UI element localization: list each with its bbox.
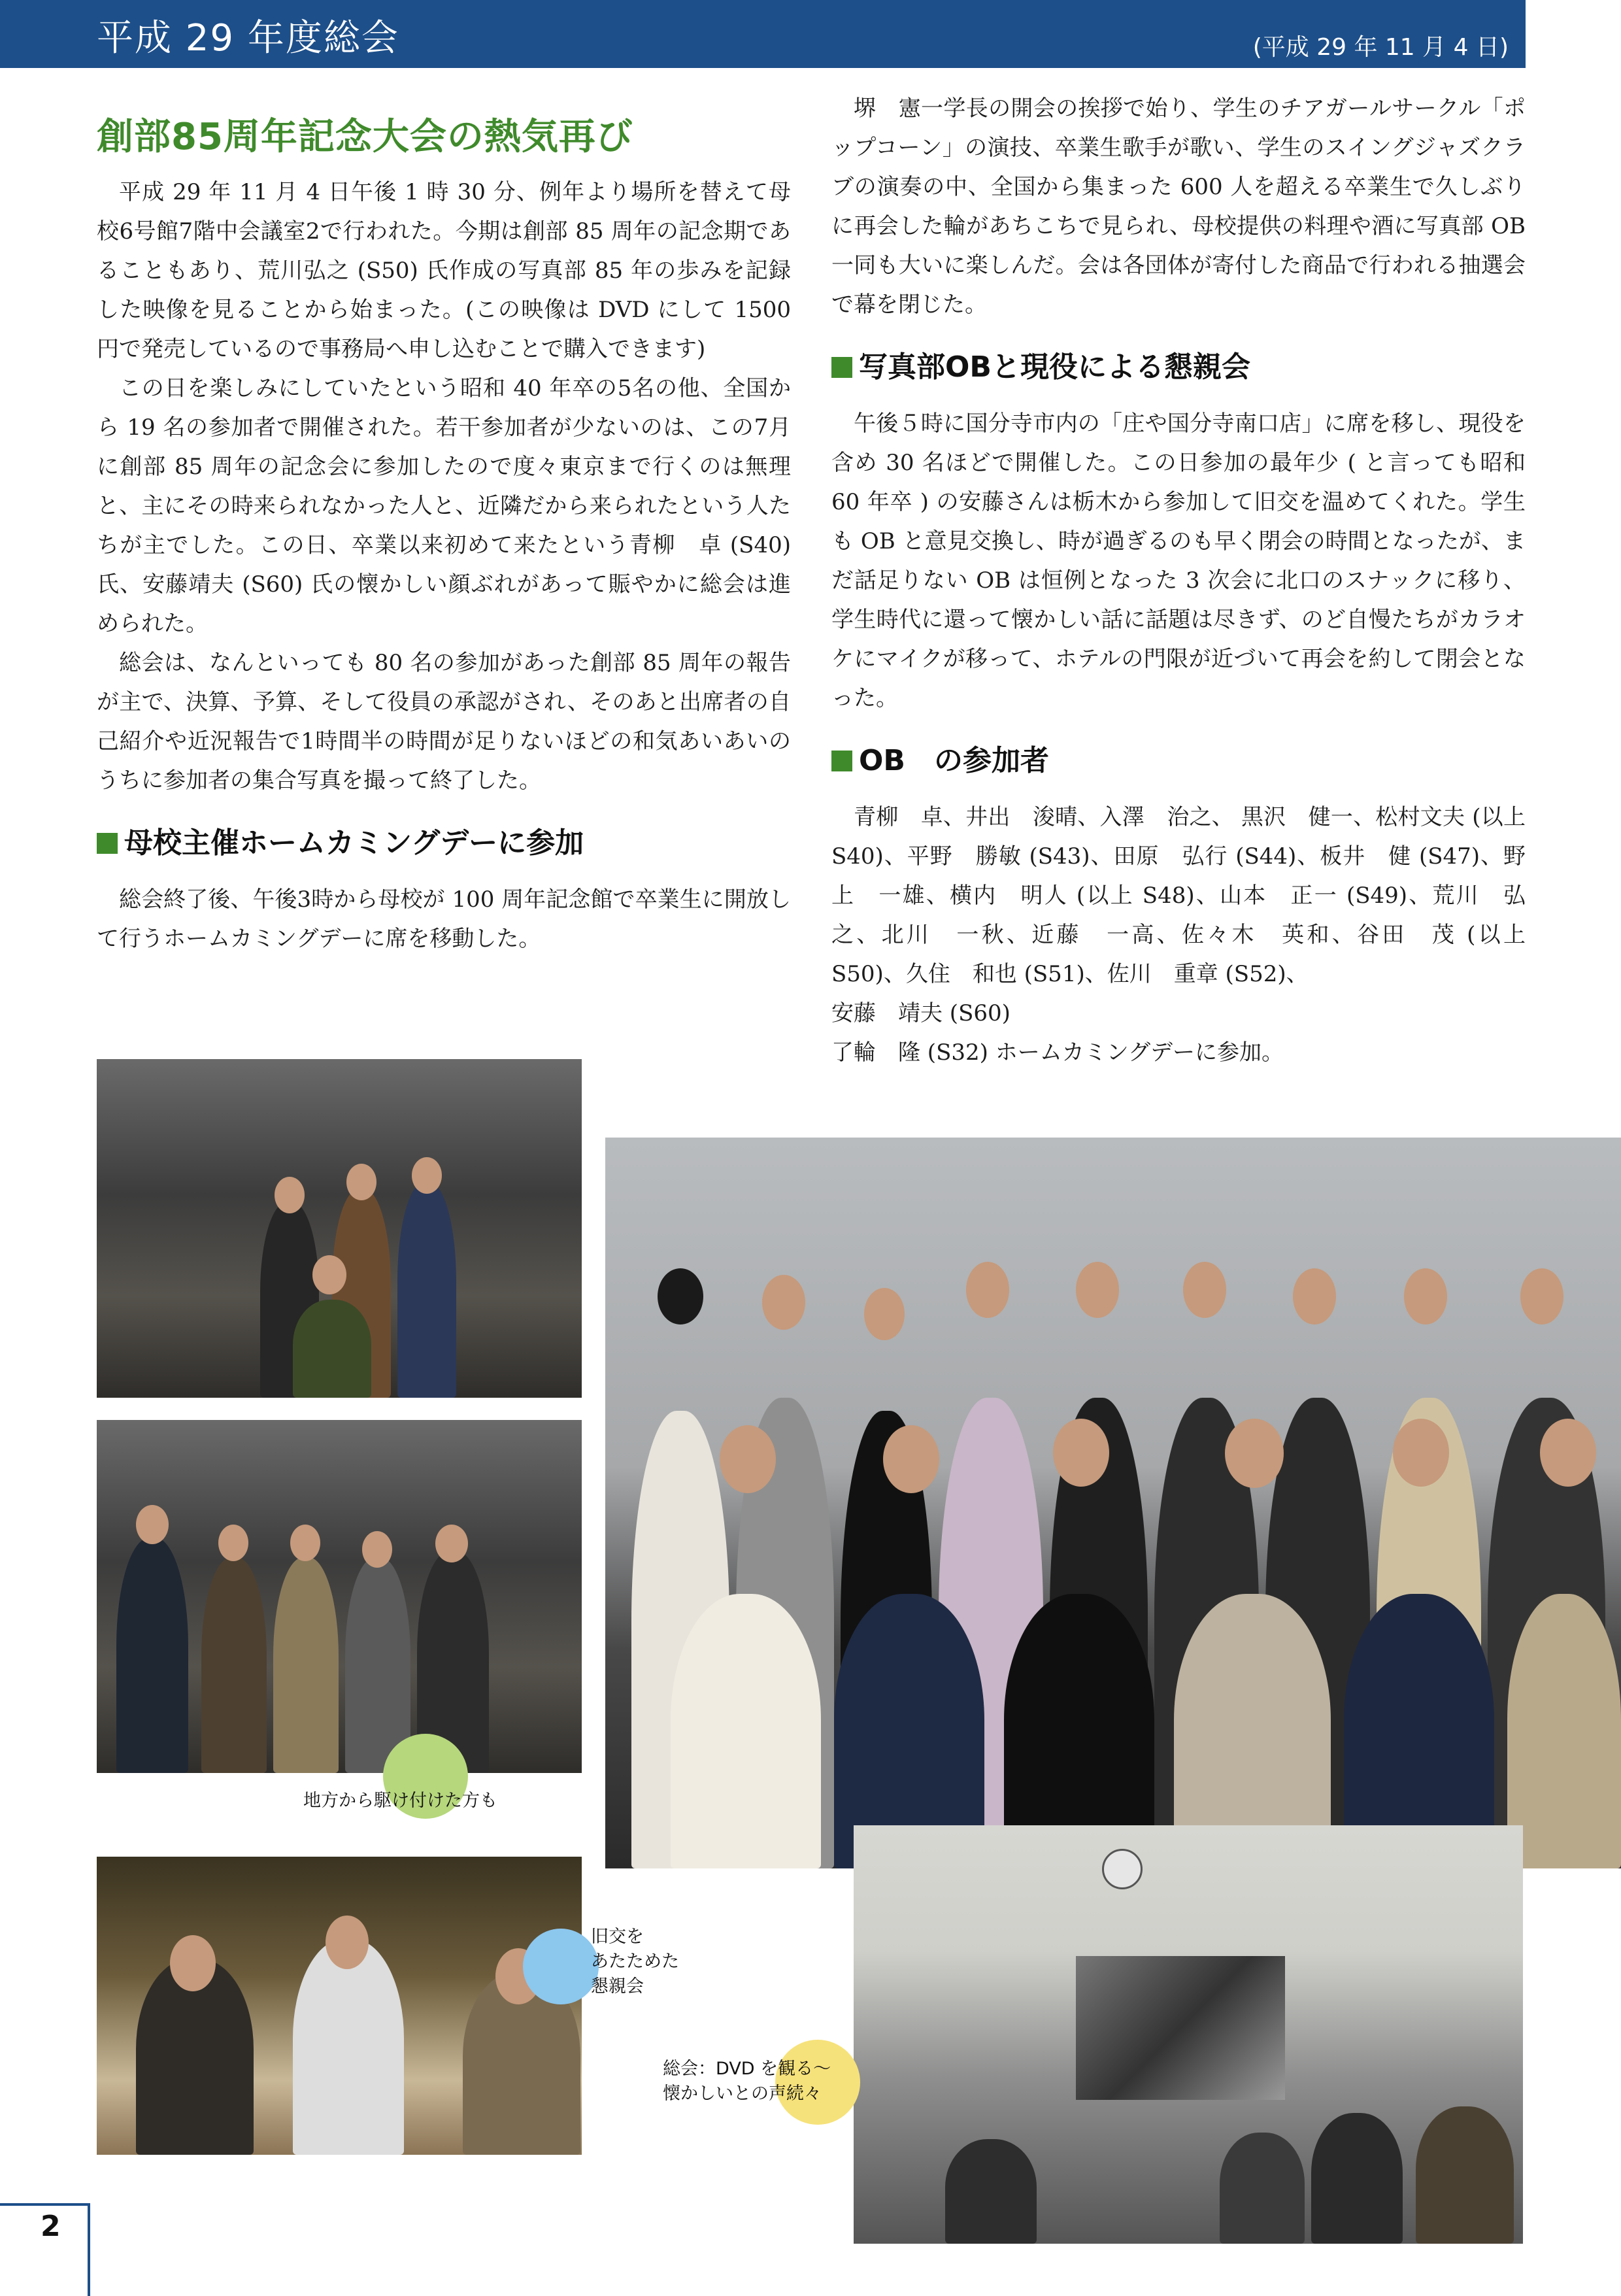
photo-homecoming-2 (97, 1420, 582, 1773)
photo-homecoming-1 (97, 1059, 582, 1398)
paragraph: 総会は、なんといっても 80 名の参加があった創部 85 周年の報告が主で、決算、予算、そして役員の承認がされ、そのあと出席者の自己紹介や近況報告で1時間半の時間が足りないほどの和気あいあいのうちに参加者の集合写真を撮って終了した。 (97, 650, 791, 794)
header-title: 平成 29 年度総会 (97, 17, 399, 59)
paragraph: 総会終了後、午後3時から母校が 100 周年記念館で卒業生に開放して行うホームカミングデーに席を移動した。 (97, 886, 791, 952)
heading-square-icon (831, 357, 852, 378)
photo-dvd-screening (854, 1825, 1523, 2244)
paragraph: 午後５時に国分寺市内の「庄や国分寺南口店」に席を移し、現役を含め 30 名ほどで開催した。この日参加の最年少 ( と言っても昭和 60 年卒 ) の安藤さんは栃木から参加して旧交を温めてくれた。学生も OB と意見交換し、時が過ぎるのも早く閉会の時間となったが、まだ話足りない OB は恒例となった 3 次会に北口のスナックに移り、学生時代に還って懐かしい話に話題は尽きず、のど自慢たちがカラオケにマイクが移って、ホテルの門限が近づいて再会を約して閉会となった。 (831, 411, 1526, 711)
right-column (831, 89, 1526, 1072)
caption-homecoming: 地方から駆け付けた方も (303, 1791, 497, 1811)
paragraph: この日を楽しみにしていたという昭和 40 年卒の5名の他、全国から 19 名の参加者で開催された。若干参加者が少ないのは、この7月に創部 85 周年の記念会に参加したので度々東京まで行くのは無理と、主にその時来られなかった人と、近隣だから来られたという人たちが主でした。この日、卒業以来初めて来たという青柳 卓 (S40) 氏、安藤靖夫 (S60) 氏の懐かしい顔ぶれがあって賑やかに総会は進められた。 (97, 375, 791, 637)
page-number: 2 (41, 2210, 61, 2243)
section-heading-text: 写真部OBと現役による懇親会 (859, 350, 1250, 384)
section-heading-text: OB の参加者 (859, 744, 1049, 777)
caption-party: 旧交を あたためた 懇親会 (591, 1927, 679, 1997)
paragraph: 堺 憲一学長の開会の挨拶で始り、学生のチアガールサークル「ポップコーン」の演技、卒業生歌手が歌い、学生のスイングジャズクラブの演奏の中、全国から集まった 600 人を超える卒業生で久しぶりに再会した輪があちこちで見られ、母校提供の料理や酒に写真部 OB 一同も大いに楽しんだ。会は各団体が寄付した商品で行われる抽選会で幕を閉じた。 (831, 95, 1526, 318)
caption-marker-blue (523, 1929, 599, 2004)
paragraph: 平成 29 年 11 月 4 日午後 1 時 30 分、例年より場所を替えて母校6号館7階中会議室2で行われた。今期は創部 85 周年の記念期であることもあり、荒川弘之 (S50) 氏作成の写真部 85 年の歩みを記録した映像を見ることから始まった。(この映像は DVD にして 1500 円で発売しているので事務局へ申し込むことで購入できます) (97, 179, 791, 362)
left-column (97, 111, 791, 958)
section-heading-attendees (831, 740, 1526, 782)
caption-dvd: 総会：DVD を観る～ 懐かしいとの声続々 (663, 2059, 831, 2104)
section-heading-party (831, 346, 1526, 388)
heading-square-icon (831, 751, 852, 771)
header-bar (0, 0, 1526, 68)
header-date: (平成 29 年 11 月 4 日) (1252, 34, 1509, 61)
heading-square-icon (97, 833, 118, 854)
attendee-list: 青柳 卓、井出 浚晴、入澤 治之、 黒沢 健一、松村文夫 (以上 S40)、平野 勝敏 (S43)、田原 弘行 (S44)、板井 健 (S47)、野上 一雄、横内 明人 (以上 S48)、山本 正一 (S49)、荒川 弘之、北川 一秋、近藤 一高、佐々木 英和、谷田 茂 (以上 S50)、久住 和也 (S51)、佐川 重章 (S52)、 (831, 804, 1526, 987)
attendee-line: 了輪 隆 (S32) ホームカミングデーに参加。 (831, 1039, 1284, 1066)
photo-party (97, 1857, 582, 2155)
main-heading: 創部85周年記念大会の熱気再び (97, 116, 633, 158)
section-heading-text: 母校主催ホームカミングデーに参加 (124, 826, 584, 860)
photo-meeting-group (605, 1138, 1621, 1868)
section-heading-homecoming (97, 822, 791, 864)
attendee-line: 安藤 靖夫 (S60) (831, 1000, 1011, 1026)
